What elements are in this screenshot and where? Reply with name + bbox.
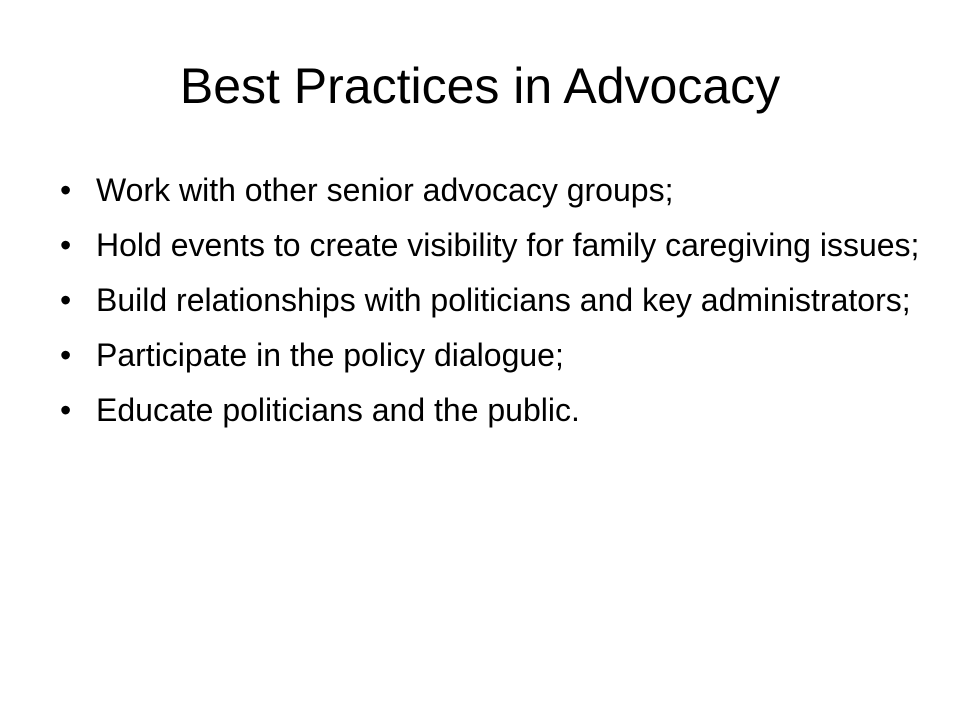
bullet-icon: •	[60, 392, 72, 428]
bullet-text: Build relationships with politicians and key administrators;	[96, 282, 911, 318]
bullet-item	[60, 390, 920, 430]
bullet-item	[60, 280, 920, 320]
slide-title: Best Practices in Advocacy	[179, 58, 781, 114]
bullet-icon: •	[60, 227, 72, 263]
bullet-item	[60, 335, 920, 375]
bullet-text: Work with other senior advocacy groups;	[96, 172, 674, 208]
bullet-icon: •	[60, 282, 72, 318]
bullet-list	[60, 170, 920, 445]
bullet-item	[60, 225, 920, 265]
bullet-text: Hold events to create visibility for family caregiving issues;	[96, 227, 920, 263]
bullet-icon: •	[60, 172, 72, 208]
bullet-item	[60, 170, 920, 210]
bullet-text: Educate politicians and the public.	[96, 392, 580, 428]
bullet-text: Participate in the policy dialogue;	[96, 337, 564, 373]
bullet-icon: •	[60, 337, 72, 373]
